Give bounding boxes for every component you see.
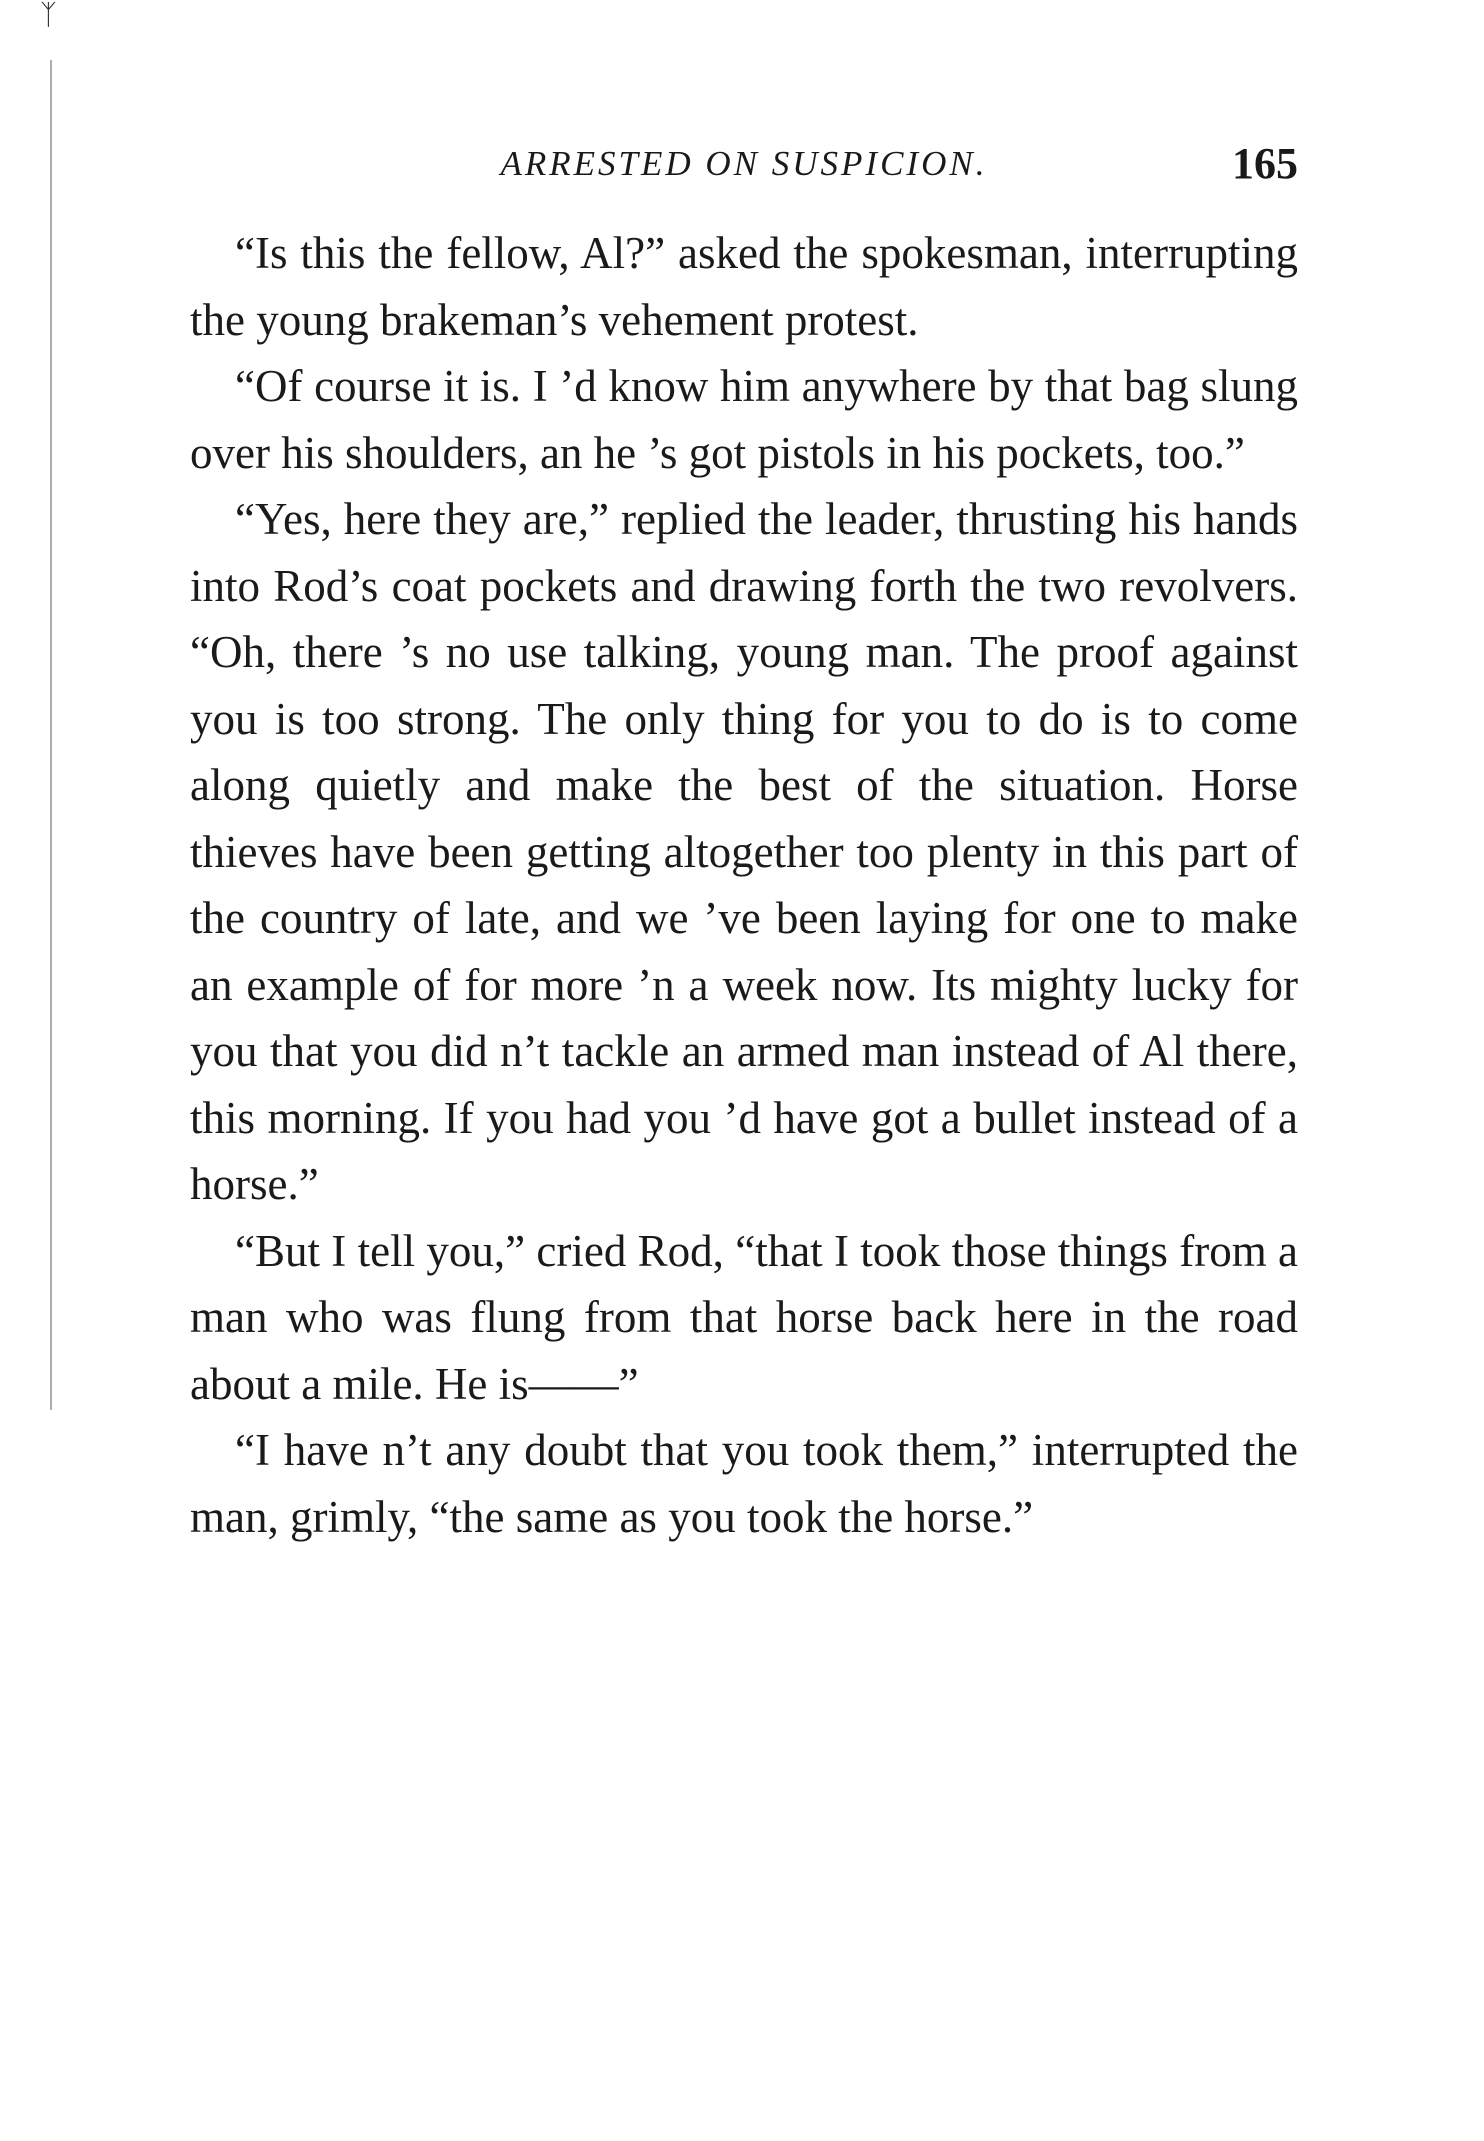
running-title: ARRESTED ON SUSPICION.	[500, 144, 988, 183]
paragraph: “Of course it is. I ’d know him anywhere by that bag slung over his shoulders, an he ’s got pistols in his pockets, too.”	[190, 361, 1298, 478]
scan-edge-line	[50, 60, 52, 1410]
paragraph: “But I tell you,” cried Rod, “that I took those things from a man who was flung from that horse back here in the road about a mile. He is——”	[190, 1225, 1298, 1409]
page-header	[190, 138, 1298, 188]
body-text	[190, 220, 1298, 1550]
paragraph: “Yes, here they are,” replied the leader, thrusting his hands into Rod’s coat pockets and drawing forth the two revolvers. “Oh, there ’s no use talking, young man. The proof against you is too strong. The only thing for you to do is to come along quietly and make the best of the situation. Horse thieves have been getting altogether too plenty in this part of the country of late, and we ’ve been laying for one to make an example of for more ’n a week now. Its mighty lucky for you that you did n’t tackle an armed man instead of Al there, this morning. If you had you ’d have got a bullet instead of a horse.”	[190, 494, 1298, 1209]
page-number: 165	[1232, 139, 1298, 188]
paragraph: “I have n’t any doubt that you took them,” interrupted the man, grimly, “the same as you took the horse.”	[190, 1425, 1298, 1542]
paragraph: “Is this the fellow, Al?” asked the spokesman, interrupting the young brakeman’s vehement protest.	[190, 228, 1298, 345]
scan-corner-mark: ᛉ	[40, 0, 57, 31]
